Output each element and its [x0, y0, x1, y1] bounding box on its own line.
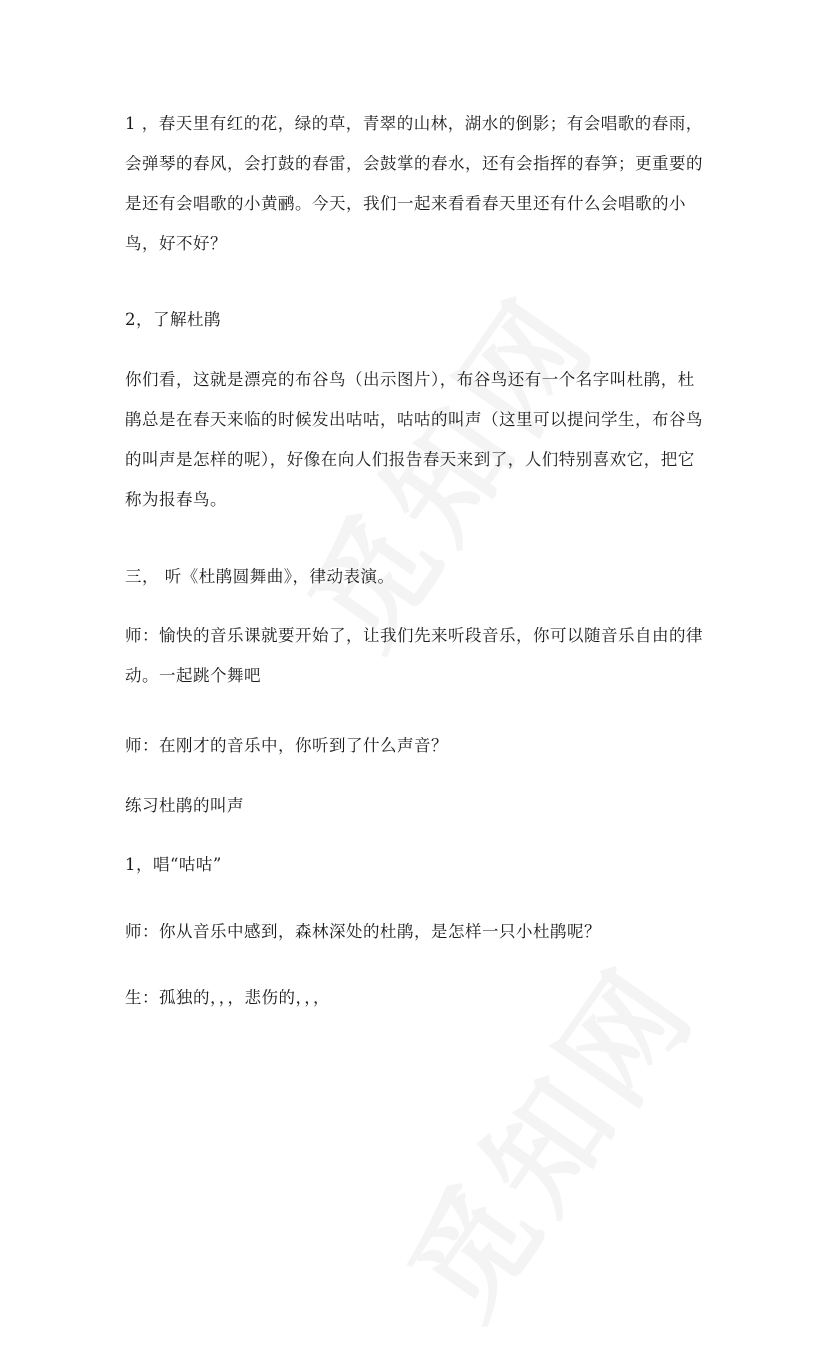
paragraph-teacher-question: 师：在刚才的音乐中，你听到了什么声音？: [125, 736, 448, 755]
paragraph-teacher-music: 师：愉快的音乐课就要开始了，让我们先来听段音乐，你可以随音乐自由的律动。一起跳个舞吧: [125, 626, 703, 685]
heading-listen-waltz: 三， 听《杜鹃圆舞曲》，律动表演。: [125, 567, 395, 586]
paragraph-student-answer: 生：孤独的，，，悲伤的，，，: [125, 988, 330, 1007]
heading-practice-call: 练习杜鹃的叫声: [125, 796, 244, 815]
heading-learn-cuckoo: 2，了解杜鹃: [125, 310, 221, 329]
paragraph-teacher-forest: 师：你从音乐中感到，森林深处的杜鹃，是怎样一只小杜鹃呢？: [125, 922, 601, 941]
paragraph-cuckoo-description: 你们看，这就是漂亮的布谷鸟（出示图片），布谷鸟还有一个名字叫杜鹃，杜鹃总是在春天来临的时候发出咕咕，咕咕的叫声（这里可以提问学生，布谷鸟的叫声是怎样的呢），好像在向人们报告春天来到了，人们特别喜欢它，把它称为报春鸟。: [125, 370, 703, 509]
paragraph-intro: 1 ，春天里有红的花，绿的草，青翠的山林，湖水的倒影；有会唱歌的春雨，会弹琴的春风，会打鼓的春雷，会鼓掌的春水，还有会指挥的春笋；更重要的是还有会唱歌的小黄鹂。今天，我们一起来看看春天里还有什么会唱歌的小鸟，好不好？: [125, 114, 703, 253]
heading-sing-gugu: 1，唱“咕咕”: [125, 855, 222, 874]
